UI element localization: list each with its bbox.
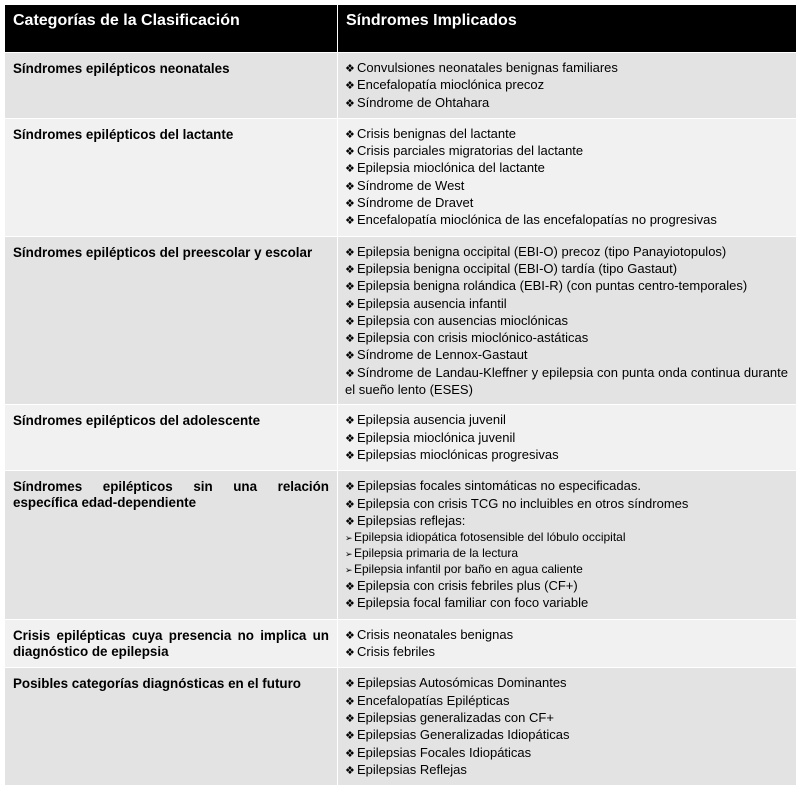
list-item — [345, 530, 788, 546]
syndrome-text: Epilepsia benigna occipital (EBI-O) tardía (tipo Gastaut) — [357, 260, 678, 276]
syndrome-text: Epilepsia ausencia juvenil — [357, 412, 506, 428]
syndromes-cell — [338, 405, 797, 471]
syndrome-text: Epilepsia primaria de la lectura — [354, 546, 519, 561]
list-item — [345, 160, 788, 177]
diamond-bullet-icon: ❖ — [345, 246, 355, 259]
list-item — [345, 244, 788, 261]
category-cell: Crisis epilépticas cuya presencia no implica un diagnóstico de epilepsia — [5, 619, 338, 668]
syndrome-text: Epilepsia con crisis TCG no incluibles en otros síndromes — [357, 495, 689, 511]
syndrome-text: Encefalopatías Epilépticas — [357, 692, 510, 708]
epilepsy-syndromes-table — [4, 4, 797, 786]
diamond-bullet-icon: ❖ — [345, 629, 355, 642]
syndromes-cell — [338, 53, 797, 119]
diamond-bullet-icon: ❖ — [345, 367, 355, 380]
diamond-bullet-icon: ❖ — [345, 415, 355, 428]
syndromes-cell — [338, 236, 797, 405]
list-item — [345, 212, 788, 229]
syndrome-text: Epilepsias generalizadas con CF+ — [357, 709, 554, 725]
list-item — [345, 412, 788, 429]
syndrome-text: Epilepsias Generalizadas Idiopáticas — [357, 727, 570, 743]
diamond-bullet-icon: ❖ — [345, 695, 355, 708]
syndrome-text: Epilepsias focales sintomáticas no especificadas. — [357, 478, 641, 494]
category-cell: Síndromes epilépticos del adolescente — [5, 405, 338, 471]
diamond-bullet-icon: ❖ — [345, 712, 355, 725]
diamond-bullet-icon: ❖ — [345, 764, 355, 777]
diamond-bullet-icon: ❖ — [345, 678, 355, 691]
syndrome-text: Epilepsia mioclónica juvenil — [357, 429, 516, 445]
list-item — [345, 261, 788, 278]
diamond-bullet-icon: ❖ — [345, 80, 355, 93]
syndrome-text: Crisis neonatales benignas — [357, 626, 514, 642]
table-body — [5, 53, 797, 786]
category-cell: Síndromes epilépticos del preescolar y escolar — [5, 236, 338, 405]
syndrome-text: Epilepsia infantil por baño en agua caliente — [354, 562, 583, 577]
list-item — [345, 126, 788, 143]
category-cell: Síndromes epilépticos neonatales — [5, 53, 338, 119]
arrow-bullet-icon: ➢ — [345, 565, 353, 576]
list-item — [345, 546, 788, 562]
list-item — [345, 727, 788, 744]
syndrome-text: Síndrome de West — [357, 177, 465, 193]
list-item — [345, 644, 788, 661]
list-item — [345, 627, 788, 644]
diamond-bullet-icon: ❖ — [345, 146, 355, 159]
syndrome-text: Síndrome de Landau-Kleffner y epilepsia con punta onda continua durante el sueño lento (ESES) — [345, 364, 788, 398]
diamond-bullet-icon: ❖ — [345, 180, 355, 193]
syndrome-text: Síndrome de Dravet — [357, 195, 474, 211]
syndrome-text: Crisis parciales migratorias del lactante — [357, 143, 584, 159]
list-item — [345, 330, 788, 347]
diamond-bullet-icon: ❖ — [345, 63, 355, 75]
syndrome-text: Epilepsias Autosómicas Dominantes — [357, 675, 567, 691]
arrow-bullet-icon: ➢ — [345, 549, 353, 560]
syndromes-cell — [338, 118, 797, 236]
list-item — [345, 478, 788, 495]
syndrome-text: Epilepsias mioclónicas progresivas — [357, 446, 559, 462]
table-row — [5, 668, 797, 786]
list-item — [345, 60, 788, 77]
list-item — [345, 195, 788, 212]
diamond-bullet-icon: ❖ — [345, 128, 355, 141]
syndrome-text: Encefalopatía mioclónica precoz — [357, 77, 545, 93]
table-row — [5, 53, 797, 119]
list-item — [345, 143, 788, 160]
syndrome-text: Epilepsia benigna rolándica (EBI-R) (con puntas centro-temporales) — [357, 278, 748, 294]
list-item — [345, 430, 788, 447]
syndrome-text: Epilepsia con crisis mioclónico-astáticas — [357, 330, 589, 346]
diamond-bullet-icon: ❖ — [345, 315, 355, 328]
syndrome-text: Síndrome de Ohtahara — [357, 94, 490, 110]
header-categories: Categorías de la Clasificación — [5, 5, 338, 53]
list-item — [345, 513, 788, 530]
list-item — [345, 562, 788, 578]
syndrome-text: Síndrome de Lennox-Gastaut — [357, 347, 528, 363]
list-item — [345, 693, 788, 710]
syndrome-text: Epilepsia focal familiar con foco variable — [357, 595, 589, 611]
list-item — [345, 675, 788, 692]
category-cell: Síndromes epilépticos del lactante — [5, 118, 338, 236]
header-syndromes: Síndromes Implicados — [338, 5, 797, 53]
diamond-bullet-icon: ❖ — [345, 747, 355, 760]
diamond-bullet-icon: ❖ — [345, 281, 355, 294]
syndrome-text: Epilepsia con crisis febriles plus (CF+) — [357, 578, 578, 594]
diamond-bullet-icon: ❖ — [345, 163, 355, 176]
table-row — [5, 471, 797, 619]
diamond-bullet-icon: ❖ — [345, 730, 355, 743]
diamond-bullet-icon: ❖ — [345, 97, 355, 110]
list-item — [345, 77, 788, 94]
diamond-bullet-icon: ❖ — [345, 350, 355, 363]
header-row — [5, 5, 797, 53]
list-item — [345, 595, 788, 612]
list-item — [345, 313, 788, 330]
diamond-bullet-icon: ❖ — [345, 298, 355, 311]
diamond-bullet-icon: ❖ — [345, 647, 355, 660]
syndrome-text: Epilepsia mioclónica del lactante — [357, 160, 545, 176]
table-row — [5, 118, 797, 236]
syndrome-text: Epilepsias reflejas: — [357, 512, 466, 528]
diamond-bullet-icon: ❖ — [345, 449, 355, 462]
syndrome-text: Epilepsias Focales Idiopáticas — [357, 744, 532, 760]
list-item — [345, 496, 788, 513]
diamond-bullet-icon: ❖ — [345, 481, 355, 494]
list-item — [345, 296, 788, 313]
list-item — [345, 95, 788, 112]
diamond-bullet-icon: ❖ — [345, 215, 355, 228]
diamond-bullet-icon: ❖ — [345, 198, 355, 211]
category-cell: Síndromes epilépticos sin una relación específica edad-dependiente — [5, 471, 338, 619]
syndromes-cell — [338, 471, 797, 619]
syndrome-text: Epilepsia benigna occipital (EBI-O) precoz (tipo Panayiotopulos) — [357, 243, 727, 259]
list-item — [345, 762, 788, 779]
list-item — [345, 347, 788, 364]
list-item — [345, 178, 788, 195]
list-item — [345, 278, 788, 295]
syndrome-text: Crisis benignas del lactante — [357, 125, 516, 141]
diamond-bullet-icon: ❖ — [345, 515, 355, 528]
table-row — [5, 236, 797, 405]
list-item — [345, 745, 788, 762]
list-item — [345, 710, 788, 727]
diamond-bullet-icon: ❖ — [345, 263, 355, 276]
syndrome-text: Convulsiones neonatales benignas familiares — [357, 60, 618, 75]
table-row — [5, 405, 797, 471]
diamond-bullet-icon: ❖ — [345, 498, 355, 511]
list-item — [345, 447, 788, 464]
table-row — [5, 619, 797, 668]
category-cell: Posibles categorías diagnósticas en el futuro — [5, 668, 338, 786]
diamond-bullet-icon: ❖ — [345, 581, 355, 594]
list-item — [345, 365, 788, 399]
syndrome-text: Epilepsia idiopática fotosensible del lóbulo occipital — [354, 530, 626, 545]
syndrome-text: Encefalopatía mioclónica de las encefalopatías no progresivas — [357, 212, 717, 228]
diamond-bullet-icon: ❖ — [345, 432, 355, 445]
syndrome-text: Epilepsias Reflejas — [357, 761, 467, 777]
syndrome-text: Epilepsia con ausencias mioclónicas — [357, 312, 569, 328]
list-item — [345, 578, 788, 595]
syndrome-text: Epilepsia ausencia infantil — [357, 295, 507, 311]
syndromes-cell — [338, 619, 797, 668]
syndromes-cell — [338, 668, 797, 786]
diamond-bullet-icon: ❖ — [345, 333, 355, 346]
syndrome-text: Crisis febriles — [357, 644, 436, 660]
diamond-bullet-icon: ❖ — [345, 598, 355, 611]
arrow-bullet-icon: ➢ — [345, 533, 353, 544]
